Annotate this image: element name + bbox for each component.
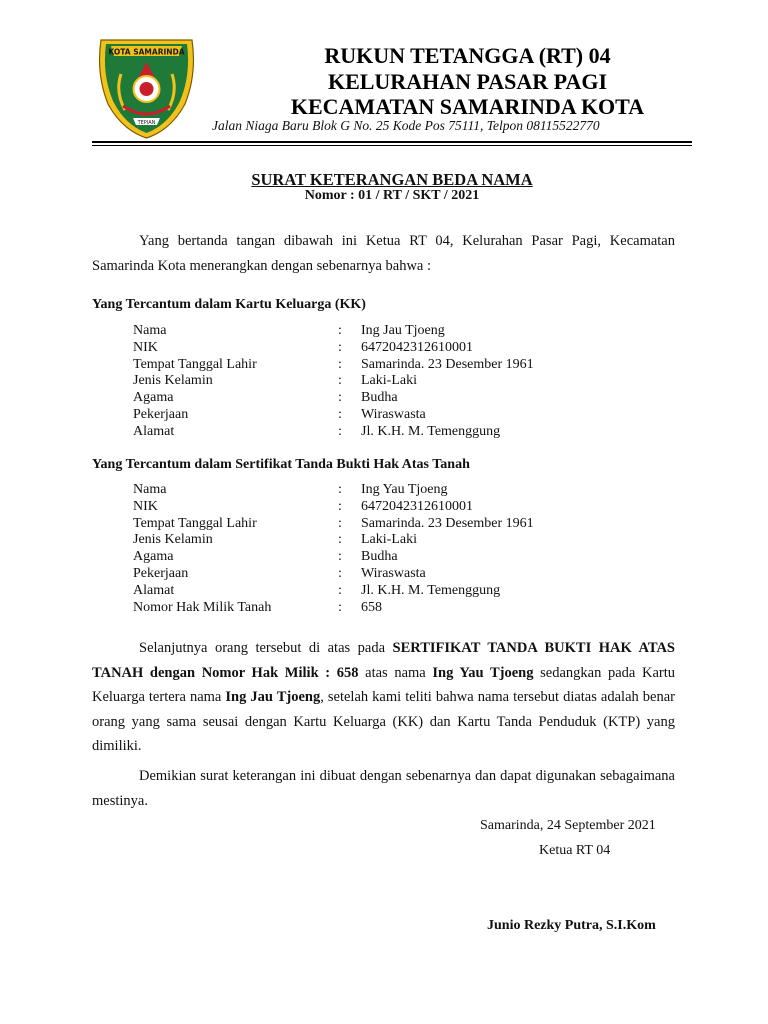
field-value: 6472042312610001 xyxy=(361,498,473,514)
statement-paragraph xyxy=(92,636,675,759)
cert-field-row xyxy=(133,549,693,566)
field-label: Tempat Tanggal Lahir xyxy=(133,356,257,372)
field-value: Jl. K.H. M. Temenggung xyxy=(361,582,501,598)
field-value: 658 xyxy=(361,599,382,615)
field-value: Budha xyxy=(361,549,398,565)
statement-cert-ref: SERTIFIKAT TANDA BUKTI HAK ATAS TANAH dengan Nomor Hak Milik : 658 xyxy=(92,640,675,681)
field-colon: : xyxy=(338,532,342,548)
field-colon: : xyxy=(338,390,342,406)
field-label: Nama xyxy=(133,482,167,497)
statement-text: atas nama xyxy=(358,664,433,681)
field-value: Wiraswasta xyxy=(361,406,426,422)
field-label: Alamat xyxy=(133,423,175,439)
field-value: Ing Jau Tjoeng xyxy=(361,323,445,338)
field-colon: : xyxy=(338,356,342,372)
statement-cert-name: Ing Yau Tjoeng xyxy=(432,664,534,681)
field-colon: : xyxy=(338,373,342,389)
field-value: Laki-Laki xyxy=(361,532,417,548)
field-value: Laki-Laki xyxy=(361,373,417,389)
field-value: Samarinda. 23 Desember 1961 xyxy=(361,356,534,372)
cert-field-row xyxy=(133,600,693,617)
field-colon: : xyxy=(338,549,342,565)
field-label: Pekerjaan xyxy=(133,406,189,422)
intro-paragraph: Yang bertanda tangan dibawah ini Ketua RT 04, Kelurahan Pasar Pagi, Kecamatan Samarinda Kota menerangkan dengan sebenarnya bahwa : xyxy=(92,233,675,274)
cert-fields xyxy=(133,482,693,616)
kk-field-row xyxy=(133,373,693,390)
cert-field-row xyxy=(133,516,693,533)
signer-name: Junio Rezky Putra, S.I.Kom xyxy=(487,918,656,933)
letterhead-rule-thin xyxy=(92,145,692,146)
field-colon: : xyxy=(338,515,342,531)
field-label: Jenis Kelamin xyxy=(133,532,213,548)
field-label: Tempat Tanggal Lahir xyxy=(133,515,257,531)
logo-text-top: KOTA SAMARINDA xyxy=(108,47,185,57)
cert-field-row xyxy=(133,583,693,600)
logo-text-bottom: TEPIAN xyxy=(137,120,156,126)
field-colon: : xyxy=(338,599,342,615)
closing-paragraph: Demikian surat keterangan ini dibuat dengan sebenarnya dan dapat digunakan sebagaimana mestinya. xyxy=(92,768,675,809)
cert-field-row xyxy=(133,482,693,499)
signature-place-date: Samarinda, 24 September 2021 xyxy=(480,818,656,833)
kk-field-row xyxy=(133,424,693,441)
field-colon: : xyxy=(338,582,342,598)
field-label: Nama xyxy=(133,323,167,338)
letter-title: SURAT KETERANGAN BEDA NAMA xyxy=(251,170,533,189)
kk-field-row xyxy=(133,407,693,424)
field-label: Agama xyxy=(133,390,174,406)
cert-field-row xyxy=(133,532,693,549)
field-value: 6472042312610001 xyxy=(361,339,473,355)
letterhead-rule-thick xyxy=(92,141,692,143)
field-value: Ing Yau Tjoeng xyxy=(361,482,448,497)
field-value: Budha xyxy=(361,390,398,406)
kk-fields xyxy=(133,323,693,441)
field-label: NIK xyxy=(133,339,158,355)
field-colon: : xyxy=(338,565,342,581)
field-colon: : xyxy=(338,498,342,514)
field-label: Pekerjaan xyxy=(133,565,189,581)
field-colon: : xyxy=(338,406,342,422)
field-label: Nomor Hak Milik Tanah xyxy=(133,599,272,615)
kk-field-row xyxy=(133,340,693,357)
statement-text: sedangkan pada Kartu Keluarga tertera nama xyxy=(92,664,676,705)
section-kk-heading: Yang Tercantum dalam Kartu Keluarga (KK) xyxy=(92,297,366,312)
statement-text: Selanjutnya orang tersebut di atas pada xyxy=(139,640,393,656)
field-value: Samarinda. 23 Desember 1961 xyxy=(361,515,534,531)
field-colon: : xyxy=(338,482,342,497)
field-colon: : xyxy=(338,323,342,338)
field-value: Wiraswasta xyxy=(361,565,426,581)
statement-text: , setelah kami teliti bahwa nama tersebut diatas adalah benar orang yang sama seusai dengan Kartu Keluarga (KK) dan Kartu Tanda Penduduk (KTP) yang dimiliki. xyxy=(92,689,675,754)
signature-role: Ketua RT 04 xyxy=(539,843,611,858)
field-label: Alamat xyxy=(133,582,175,598)
kk-field-row xyxy=(133,323,693,340)
kk-field-row xyxy=(133,357,693,374)
cert-field-row xyxy=(133,566,693,583)
statement-kk-name: Ing Jau Tjoeng xyxy=(225,689,321,705)
letterhead-line-3: KECAMATAN SAMARINDA KOTA xyxy=(290,94,645,119)
field-label: Agama xyxy=(133,549,174,565)
field-value: Jl. K.H. M. Temenggung xyxy=(361,423,501,439)
field-label: NIK xyxy=(133,498,158,514)
field-colon: : xyxy=(338,339,342,355)
cert-field-row xyxy=(133,499,693,516)
letterhead-address: Jalan Niaga Baru Blok G No. 25 Kode Pos 75111, Telpon 08115522770 xyxy=(212,118,600,133)
letter-number: Nomor : 01 / RT / SKT / 2021 xyxy=(304,188,480,203)
field-colon: : xyxy=(338,423,342,439)
field-label: Jenis Kelamin xyxy=(133,373,213,389)
letterhead-line-1: RUKUN TETANGGA (RT) 04 xyxy=(324,43,611,68)
section-cert-heading: Yang Tercantum dalam Sertifikat Tanda Bukti Hak Atas Tanah xyxy=(92,457,470,472)
kota-samarinda-logo xyxy=(93,34,200,140)
letterhead-line-2: KELURAHAN PASAR PAGI xyxy=(327,69,608,94)
kk-field-row xyxy=(133,390,693,407)
